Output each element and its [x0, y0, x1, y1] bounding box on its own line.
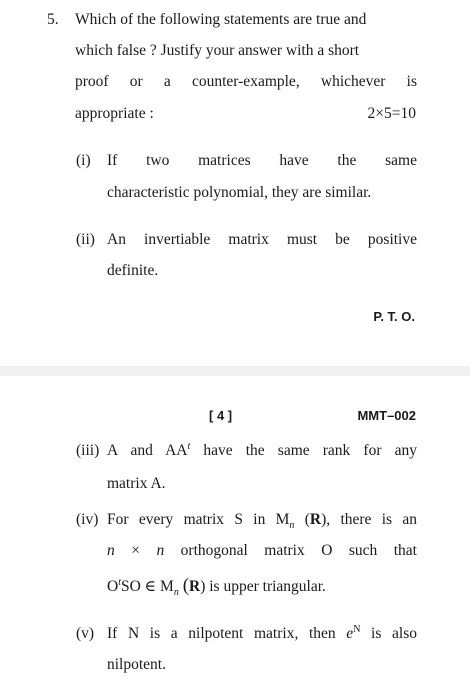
part-iv-n2: n [156, 542, 165, 559]
pto-label: P. T. O. [373, 309, 415, 324]
question-intro-line-2: which false ? Justify your answer with a short [75, 42, 360, 59]
part-iv-reals-2: R [189, 578, 201, 595]
question-intro-line-4: appropriate : [75, 105, 154, 122]
part-iv-o: O [107, 578, 119, 595]
part-v-text-b: is also [360, 625, 417, 642]
part-ii-line-1: An invertiable matrix must be positive [107, 231, 417, 248]
part-i-label: (i) [76, 152, 91, 169]
part-ii-label: (ii) [76, 231, 95, 248]
part-iv-text-c: ) is upper triangular. [200, 578, 326, 595]
question-intro-line-1 [75, 10, 417, 30]
exam-page-bottom [0, 376, 470, 692]
question-number: 5. [47, 11, 59, 28]
part-iii-text-a: A and AA [107, 442, 188, 459]
part-v-exp: e [346, 625, 354, 642]
part-iii-text-b: have the same rank for any [190, 442, 417, 459]
question-intro-line-3: proof or a counter-example, whichever is [75, 73, 417, 90]
part-iv-sub-n2: n [173, 587, 179, 599]
part-iii-transpose: t [187, 440, 191, 452]
part-v-text-a: If N is a nilpotent matrix, then [107, 625, 347, 642]
page-separator [0, 366, 470, 376]
part-iii-label: (iii) [76, 442, 100, 459]
part-iv-text-a: For every matrix S in M [107, 511, 290, 528]
part-iv-sub-n: n [289, 520, 295, 532]
marks-allocation: 2×5=10 [367, 105, 416, 122]
part-iv-transpose: t [118, 576, 121, 588]
part-v-line-1 [107, 624, 417, 644]
course-code: MMT–002 [357, 408, 416, 423]
part-iv-n1: n [107, 542, 115, 559]
part-iv-so: SO ∈ M [120, 578, 174, 595]
part-iv-label: (iv) [76, 511, 99, 528]
part-i-line-1: If two matrices have the same [107, 152, 417, 169]
part-v-line-2: nilpotent. [107, 656, 166, 673]
part-i-line-2: characteristic polynomial, they are similar. [107, 184, 372, 201]
part-iv-text-d: orthogonal matrix O such that [180, 542, 417, 559]
part-iv-text-b: ), there is an [321, 511, 418, 528]
intro-line-1-text: Which of the following statements are true and [75, 11, 367, 28]
part-iv-line-3: $O^tSO$ ∈ $M_n$ (R) is upper triangular. [107, 575, 326, 599]
part-ii-line-2: definite. [107, 262, 159, 279]
part-iv-line-2 [107, 541, 417, 561]
part-iv-times: × [131, 542, 140, 559]
part-iv-line-1: For every matrix S in $M_n$ (R), there is an [107, 511, 418, 532]
part-iii-line-1 [107, 441, 417, 461]
page-number: [ 4 ] [209, 408, 233, 423]
part-iv-reals: R [309, 511, 322, 528]
part-v-exp-n: N [353, 623, 361, 635]
part-iii-line-2: matrix A. [107, 475, 166, 492]
part-v-label: (v) [76, 625, 95, 642]
